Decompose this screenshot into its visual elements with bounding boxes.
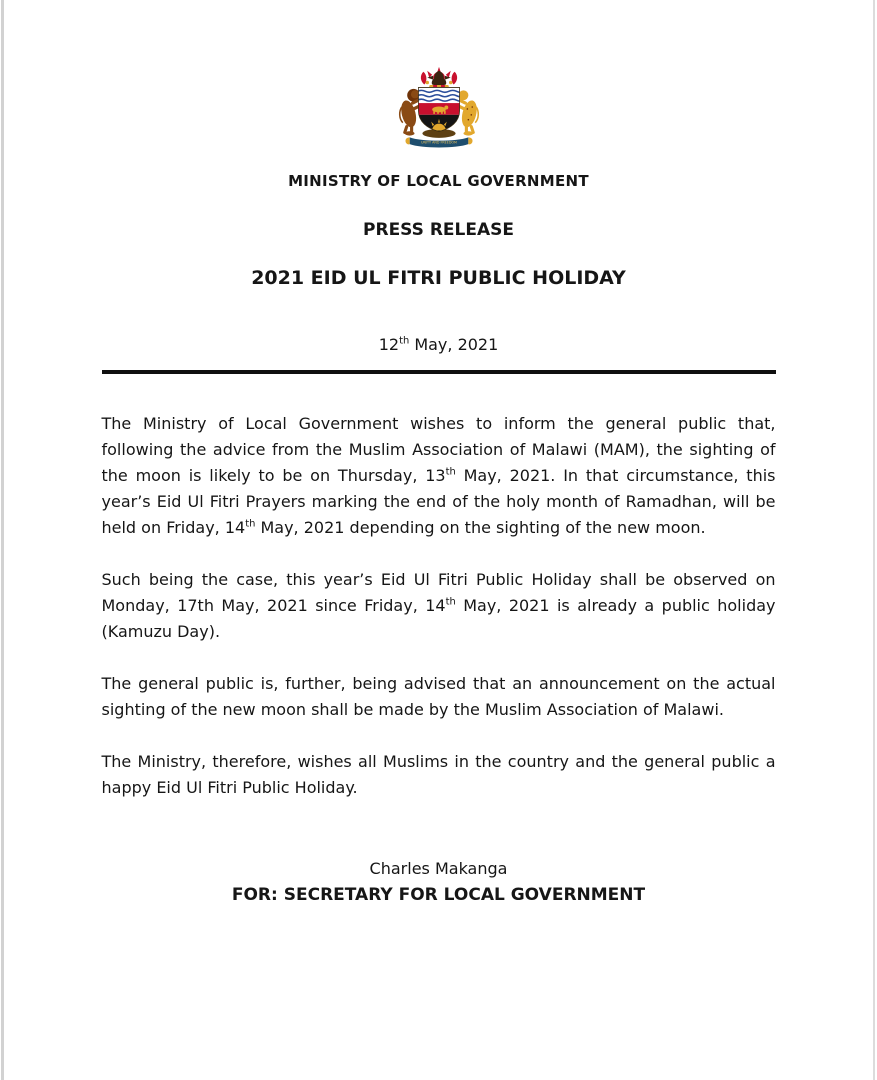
signature-block xyxy=(102,859,776,905)
leopard-supporter xyxy=(456,90,479,135)
document-page xyxy=(102,0,776,905)
lion-supporter xyxy=(398,89,421,136)
malawi-coat-of-arms-icon xyxy=(102,62,776,152)
page-edge-left xyxy=(1,0,4,1080)
document-type-heading: PRESS RELEASE xyxy=(363,220,514,240)
motto-scroll xyxy=(405,137,472,147)
signatory-name: Charles Makanga xyxy=(369,859,508,878)
document-title: 2021 EID UL FITRI PUBLIC HOLIDAY xyxy=(251,267,626,289)
paragraph-3: The general public is, further, being advised that an announcement on the actual sighting of the new moon shall be made by the Muslim Association of Malawi. xyxy=(101,674,776,719)
signatory-title: FOR: SECRETARY FOR LOCAL GOVERNMENT xyxy=(231,885,646,905)
document-body xyxy=(102,411,776,801)
ministry-name: MINISTRY OF LOCAL GOVERNMENT xyxy=(288,172,589,190)
divider-rule xyxy=(102,370,776,374)
document-date: 12th May, 2021 xyxy=(378,335,499,354)
crest-eagle xyxy=(427,71,450,87)
paragraph-4: The Ministry, therefore, wishes all Muslims in the country and the general public a happy Eid Ul Fitri Public Holiday. xyxy=(101,752,776,797)
motto-text: UNITY AND FREEDOM xyxy=(420,140,457,145)
page-edge-right xyxy=(873,0,875,1080)
paragraph-1: The Ministry of Local Government wishes to inform the general public that, following the advice from the Muslim Association of Malawi (MAM), the sighting of the moon is likely to be on Thursday, 13th May, 2021. In that circumstance, this year’s Eid Ul Fitri Prayers marking the end of the holy month of Ramadhan, will be held on Friday, 14th May, 2021 depending on the sighting of the new moon. xyxy=(101,414,776,537)
shield xyxy=(417,87,464,132)
paragraph-2: Such being the case, this year’s Eid Ul Fitri Public Holiday shall be observed on Monday, 17th May, 2021 since Friday, 14th May, 2021 is already a public holiday (Kamuzu Day). xyxy=(101,570,776,641)
